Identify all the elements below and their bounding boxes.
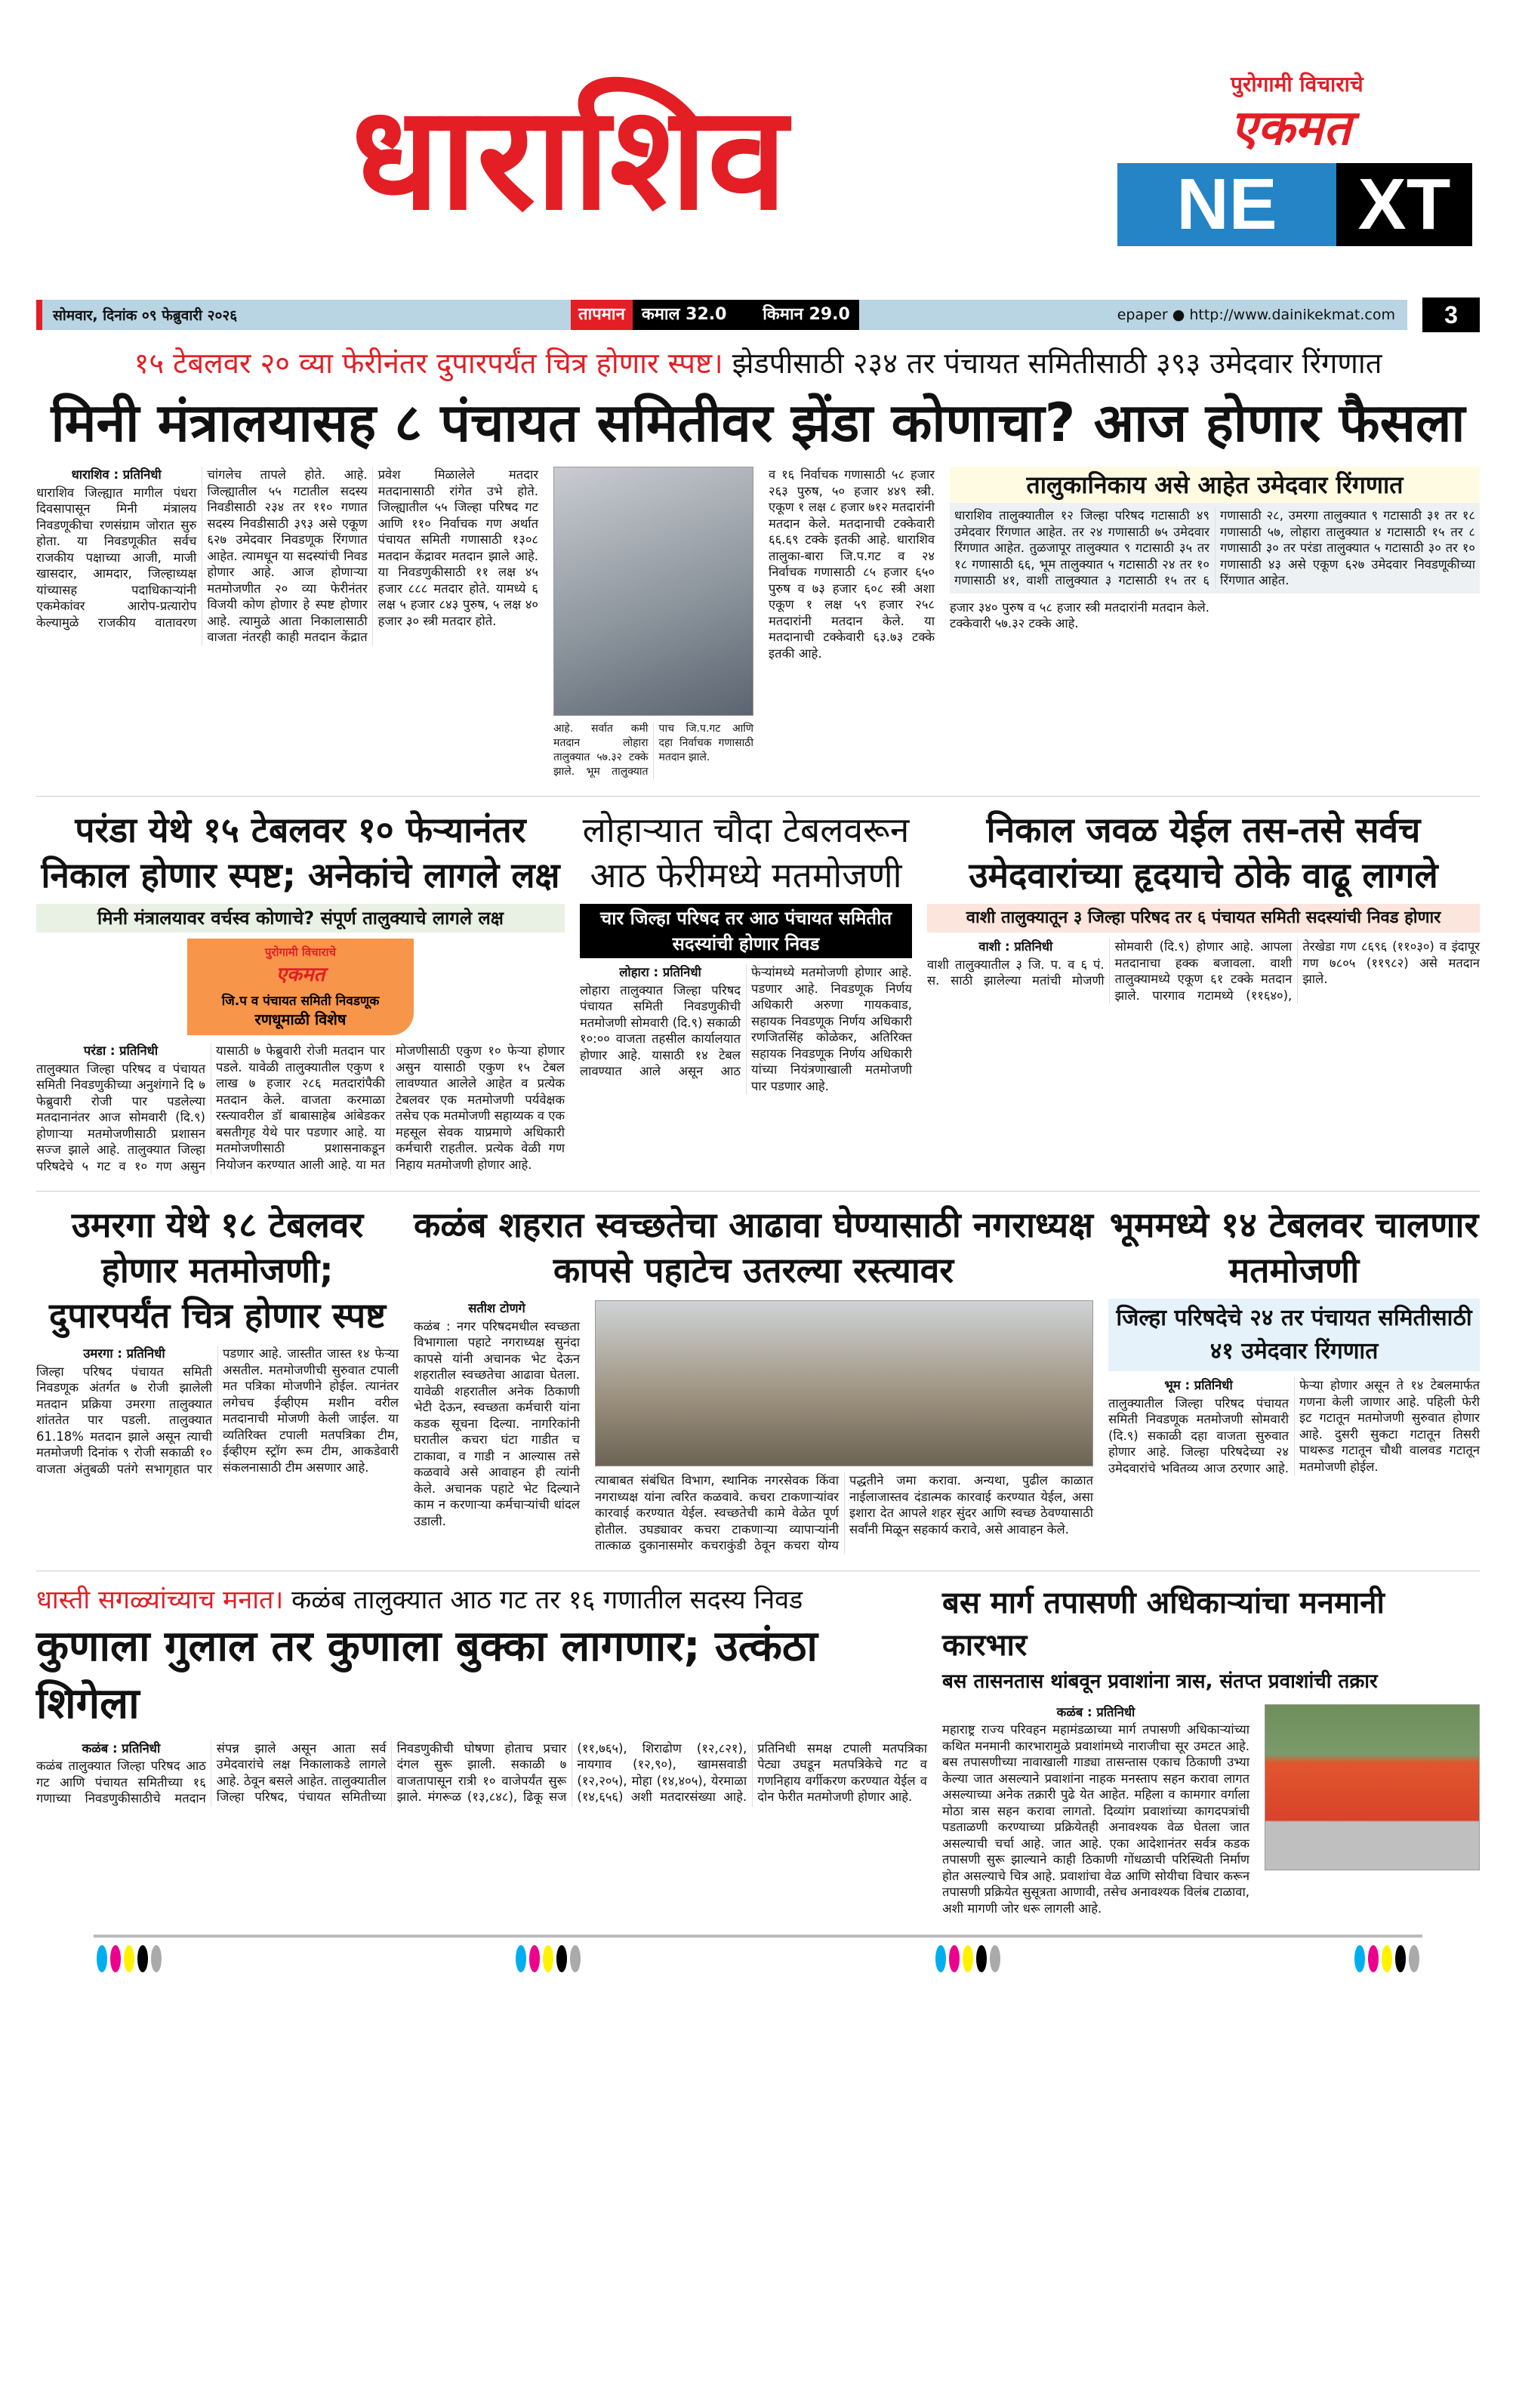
lead-photo-column bbox=[553, 467, 753, 779]
kalamb-body-continued: त्याबाबत संबंधित विभाग, स्थानिक नगरसेवक किंवा नगराध्यक्ष यांना त्वरित कळवावे. कचरा टाकणाऱ्यांवर कारवाई करण्यात येईल. स्वच्छतेची कामे वेळेत पूर्ण होतील. उघड्यावर कचरा टाकणाऱ्या व्यापाऱ्यांनी तात्काळ दुकानासमोर कचराकुंडी ठेवून कचरा योग्य पद्धतीने जमा करावा. अन्यथा, पुढील काळात नाईलाजास्तव दंडात्मक कारवाई करण्यात येईल, असा इशारा देत आपले शहर सुंदर आणि स्वच्छ ठेवण्यासाठी सर्वांनी मिळून सहकार्य करावे, असे आवाहन केले. bbox=[595, 1473, 1093, 1552]
masthead-title: धाराशिव bbox=[351, 75, 787, 242]
date-bar-main bbox=[36, 300, 1407, 330]
lead-kicker-red: १५ टेबलवर २० व्या फेरीनंतर दुपारपर्यंत चित्र होणार स्पष्ट। bbox=[134, 347, 723, 380]
lead-kicker-black: झेडपीसाठी २३४ तर पंचायत समितीसाठी ३९३ उमेदवार रिंगणात bbox=[723, 347, 1382, 380]
lead-body-continued: व १६ निर्वाचक गणासाठी ५८ हजार २६३ पुरुष, ५० हजार ४४९ स्त्री. एकूण १ लक्ष ८ हजार ७१२ मतदारांनी मतदान केले. मतदानाची टक्केवारी ६६.६९ टक्के इतकी आहे. धाराशिव तालुका-बारा जि.प.गट व २४ निर्वाचक गणासाठी ८५ हजार ६५० पुरुष व ७३ हजार ६०८ स्त्री अशा एकूण १ लक्ष ५९ हजार २५८ मतदारांनी मतदान केले. या मतदानाची टक्केवारी ६३.७३ टक्के इतकी आहे. bbox=[769, 467, 935, 661]
lohara-article bbox=[580, 807, 912, 1094]
temperature-box bbox=[633, 300, 859, 330]
banner-subtitle: रणधूमाळी विशेष bbox=[254, 1010, 347, 1028]
registration-row bbox=[36, 1945, 1480, 1972]
kalamb-taluka-kicker bbox=[36, 1582, 927, 1618]
bus-subheadline: बस तासनतास थांबवून प्रवाशांना त्रास, संतप्त प्रवाशांची तक्रार bbox=[942, 1670, 1378, 1693]
washi-headline: निकाल जवळ येईल तस-तसे सर्वच उमेदवारांच्या हृदयाचे ठोके वाढू लागले bbox=[969, 809, 1438, 896]
kalamb-body bbox=[414, 1300, 580, 1529]
lohara-body-text: लोहारा तालुक्यात जिल्हा परिषद पंचायत समिती निवडणुकीची मतमोजणी सोमवारी (दि.९) सकाळी १०:०० वाजता तहसील कार्यालयात होणार आहे. यासाठी १४ टेबल लावण्यात आले असून आठ फेऱ्यांमध्ये मतमोजणी होणार आहे. पडणार आहे. निवडणूक निर्णय अधिकारी अरुणा गायकवाड, सहायक निवडणूक निर्णय अधिकारी रणजितसिंह कोळेकर, अतिरिक्त सहायक निवडणूक निर्णय अधिकारी यांच्या नियंत्रणाखाली मतमोजणी पार पडणार आहे. bbox=[580, 965, 912, 1093]
page-number: 3 bbox=[1422, 298, 1480, 332]
registration-marks bbox=[1354, 1945, 1419, 1972]
lohara-strip: चार जिल्हा परिषद तर आठ पंचायत समितीत सदस्यांची होणार निवड bbox=[580, 904, 912, 958]
washi-byline: वाशी : प्रतिनिधी bbox=[978, 939, 1053, 954]
kalamb-taluka-kicker-black: कळंब तालुक्यात आठ गट तर १६ गणातील सदस्य निवड bbox=[283, 1584, 803, 1615]
logo-block bbox=[1117, 71, 1480, 246]
max-temperature: कमाल 32.0 bbox=[641, 305, 727, 324]
st-bus-photo bbox=[1265, 1704, 1480, 1870]
sidebox-body: धाराशिव तालुक्यातील १२ जिल्हा परिषद गटासाठी ४९ उमेदवार रिंगणात आहेत. तर २४ गणासाठी ७५ उमेदवार रिंगणात आहेत. तुळजापूर तालुक्यात ९ गटासाठी ३५ तर १८ गणासाठी ६६, भूम तालुक्यात ५ गटासाठी २४ तर १० गणासाठी ४१, वाशी तालुक्यात ३ गटासाठी १५ तर ६ गणासाठी २८, उमरगा तालुक्यात ९ गटासाठी ३१ तर १८ गणासाठी ५७, लोहारा तालुक्यात ४ गटासाठी १५ तर ८ गणासाठी ३० तर परंडा तालुक्यात ५ गटासाठी ३० तर १० गणासाठी ४३ असे एकूण ६२७ उमेदवार निवडणूकीच्या रिंगणात आहेत. bbox=[950, 503, 1480, 594]
row-two bbox=[36, 796, 1480, 1174]
bhum-article bbox=[1108, 1202, 1480, 1476]
paranda-strip: मिनी मंत्रालयावर वर्चस्व कोणाचे? संपूर्ण तालुक्याचे लागले लक्ष bbox=[36, 904, 565, 933]
banner-title: जि.प व पंचायत समिती निवडणूक bbox=[221, 994, 380, 1009]
bhum-headline: भूममध्ये १४ टेबलवर चालणार मतमोजणी bbox=[1109, 1204, 1479, 1290]
lead-article-body bbox=[36, 467, 538, 646]
bus-article bbox=[942, 1582, 1480, 1917]
next-logo-xt: XT bbox=[1336, 163, 1472, 246]
lead-byline: धाराशिव : प्रतिनिधी bbox=[71, 467, 162, 482]
lohara-body bbox=[580, 964, 912, 1094]
lead-row bbox=[36, 467, 1480, 779]
kalamb-taluka-kicker-red: धास्ती सगळ्यांच्याच मनात। bbox=[36, 1584, 284, 1615]
next-logo bbox=[1117, 163, 1472, 246]
footer-rule bbox=[94, 1935, 1422, 1938]
lead-kicker bbox=[36, 343, 1480, 384]
kalamb-right bbox=[595, 1300, 1093, 1554]
lohara-headline: लोहाऱ्यात चौदा टेबलवरून आठ फेरीमध्ये मतमोजणी bbox=[582, 809, 910, 896]
umarga-headline: उमरगा येथे १८ टेबलवर होणार मतमोजणी; दुपारपर्यंत चित्र होणार स्पष्ट bbox=[48, 1204, 387, 1336]
registration-marks bbox=[97, 1945, 162, 1972]
kalamb-headline: कळंब शहरात स्वच्छतेचा आढावा घेण्यासाठी नगराध्यक्ष कापसे पहाटेच उतरल्या रस्त्यावर bbox=[414, 1204, 1093, 1290]
lead-photo-text: आहे. सर्वात कमी मतदान लोहारा तालुक्यात ५७.३२ टक्के झाले. भूम तालुक्यात पाच जि.प.गट आणि दहा निर्वाचक गणासाठी मतदान झाले. bbox=[553, 723, 753, 778]
paranda-article bbox=[36, 807, 565, 1174]
footer bbox=[36, 1935, 1480, 1972]
lead-body-text: धाराशिव जिल्ह्यात मागील पंधरा दिवसापासून मिनी मंत्रालय निवडणूकीचा रणसंग्राम जोरात सुरु होता. या निवडणूकीत सर्वच राजकीय पक्षाच्या आजी, माजी खासदार, आमदार, जिल्हाध्यक्ष यांच्यासह पदाधिकाऱ्यांनी एकमेकांवर आरोप-प्रत्यारोप केल्यामुळे राजकीय वातावरण चांगलेच तापले होते. आहे. जिल्ह्यातील ५५ गटातील सदस्य निवडीसाठी २३४ तर ११० गणात सदस्य निवडीसाठी ३९३ असे एकूण ६२७ उमेदवार निवडणूक रिंगणात आहेत. त्यामधून या सदस्यांची निवड होणार आहे. आज होणाऱ्या मतमोजणीत २० व्या फेरीनंतर विजयी कोण होणार हे स्पष्ट होणार आहे. त्यामुळे आता निकालासाठी वाजता नंतरही काही मतदान केंद्रात प्रवेश मिळालेले मतदार मतदानासाठी रांगेत उभे होते. जिल्ह्यातील ५५ जिल्हा परिषद गट आणि ११० निर्वाचक गण अर्थात पंचायत समिती गणासाठी १३०८ मतदान केंद्रावर मतदान झाले आहे. या निवडणुकीसाठी ११ लक्ष ४५ हजार ८८८ मतदार होते. यामध्ये ६ लक्ष ५ हजार ८४३ पुरुष, ५ लक्ष ४० हजार ३० स्त्री मतदार होते. bbox=[36, 467, 538, 644]
banner-tagline: पुरोगामी विचाराचे bbox=[264, 945, 337, 959]
kalamb-taluka-byline: कळंब : प्रतिनिधी bbox=[82, 1740, 161, 1756]
bus-body-text: महाराष्ट्र राज्य परिवहन महामंडळाच्या मार्ग तपासणी अधिकाऱ्यांच्या कथित मनमानी कारभारामुळे प्रवाशांमध्ये नाराजीचा सूर उमटत आहे. बस तपासणीच्या नावाखाली गाड्या तासन्तास एकाच ठिकाणी उभ्या केल्या जात असल्याने प्रवाशांना नाहक मनस्ताप सहन करावा लागत असल्याच्या अनेक तक्रारी पुढे येत आहेत. महिला व कामगार वर्गाला मोठा त्रास सहन करावा लागतो. दिव्यांग प्रवाशांच्या कागदपत्रांची पडताळणी करण्याच्या प्रक्रियेतही अनावश्यक वेळ घेतला जात असल्याची चर्चा आहे. जात आहे. एका आदेशानंतर सर्वत्र कडक तपासणी सुरू झाल्याने काही ठिकाणी गोंधळाची परिस्थिती निर्माण होत असल्याचे चित्र आहे. प्रवाशांचा वेळ आणि सोयीचा विचार करून तपासणी प्रक्रियेत सुसूत्रता आणावी, तसेच अनावश्यक विलंब टाळावा, अशी मागणी जोर धरू लागली आहे. bbox=[942, 1722, 1249, 1916]
kalamb-author: सतीश टोणगे bbox=[468, 1301, 525, 1315]
bus-headline: बस मार्ग तपासणी अधिकाऱ्यांचा मनमानी कारभार bbox=[942, 1585, 1385, 1663]
cleanliness-inspection-photo bbox=[595, 1300, 1093, 1466]
lohara-byline: लोहारा : प्रतिनिधी bbox=[619, 965, 701, 979]
paranda-byline: परंडा : प्रतिनिधी bbox=[83, 1044, 159, 1058]
issue-date: सोमवार, दिनांक ०९ फेब्रुवारी २०२६ bbox=[53, 307, 238, 324]
brand-logo: एकमत bbox=[1231, 100, 1351, 156]
bhum-body-text: तालुक्यातील जिल्हा परिषद पंचायत समिती निवडणूक मतमोजणी सोमवारी (दि.९) सकाळी दहा वाजता सुरुवात होणार आहे. जिल्हा परिषदेच्या २४ उमेदवारांचे भवितव्य आज ठरणार आहे. फेऱ्या होणार असून ते १४ टेबलमार्फत गणना केली जाणार आहे. पहिली फेरी इट गटातून मतमोजणी सुरुवात होणार आहे. दुसरी सुकटा गटातून तिसरी पाथरूड गटातून चौथी वालवड गटातून मतमोजणी होईल. bbox=[1108, 1378, 1480, 1475]
kalamb-taluka-body-text: कळंब तालुक्यात जिल्हा परिषद आठ गट आणि पंचायत समितीच्या १६ गणाच्या निवडणुकीसाठीचे मतदान संपन्न झाले असून आता सर्व उमेदवारांचे लक्ष निकालाकडे लागले आहे. ठेवून बसले आहेत. तालुक्यातील जिल्हा परिषद, पंचायत समितीच्या निवडणुकीची घोषणा होताच प्रचार दंगल सुरू झाली. सकाळी ७ वाजतापासून रात्री १० वाजेपर्यंत सुरू झाले. मंगरूळ (१३,८४८), ढिकू सज (११,७६५), शिराढोण (१२,८२१), नायगाव (१२,९०), खामसवाडी (१२,२०५), मोहा (१४,४०५), येरमाळा (१४,६५६) अशी मतदारसंख्या आहे. प्रतिनिधी समक्ष टपाली मतपत्रिका पेट्या उघडून मतपत्रिकेचे गट व गणनिहाय वर्गीकरण करण्यात येईल व दोन फेरीत मतमोजणी होणार आहे. bbox=[36, 1740, 927, 1805]
next-logo-ne: NE bbox=[1117, 163, 1336, 246]
kalamb-article bbox=[414, 1202, 1093, 1554]
min-temperature: किमान 29.0 bbox=[763, 305, 850, 324]
sidebox-title: तालुकानिकाय असे आहेत उमेदवार रिंगणात bbox=[950, 467, 1480, 503]
election-special-banner bbox=[187, 939, 414, 1035]
kalamb-body-text: कळंब : नगर परिषदमधील स्वच्छता विभागाला पहाटे नगराध्यक्ष सुनंदा कापसे यांनी अचानक भेट देऊन शहरातील स्वच्छतेचा आढावा घेतला. यावेळी शहरातील अनेक ठिकाणी भेटी देऊन, स्वच्छता कर्मचारी यांना कडक सूचना दिल्या. नागरिकांनी घरातील कचरा घंटा गाडीत च टाकावा, व गाडी न आल्यास तसे कळवावे असे आवाहन ही त्यांनी केले. अचानक पहाटे भेट दिल्याने काम न करणाऱ्या कर्मचाऱ्यांची धांदल उडाली. bbox=[414, 1318, 580, 1528]
paranda-headline: परंडा येथे १५ टेबलवर १० फेऱ्यानंतर निकाल होणार स्पष्ट; अनेकांचे लागले लक्ष bbox=[41, 809, 560, 896]
washi-article bbox=[927, 807, 1480, 1004]
registration-marks bbox=[935, 1945, 1000, 1972]
washi-strip: वाशी तालुक्यातून ३ जिल्हा परिषद तर ६ पंचायत समिती सदस्यांची निवड होणार bbox=[927, 904, 1480, 933]
washi-body-text: वाशी तालुक्यातील ३ जि. प. व ६ पं. स. साठी झालेल्या मतांची मोजणी सोमवारी (दि.९) होणार आहे. आपला मतदानाचा हक्क बजावला. वाशी तालुक्यामध्ये एकूण ६१ टक्के मतदान झाले. पारगाव गटामध्ये (११६४०), तेरखेडा गण ८६९६ (११०३०) व इंदापूर गण ७८०५ (११९८२) असे मतदान झाले. bbox=[927, 939, 1480, 1003]
paranda-body bbox=[36, 1043, 565, 1174]
kalamb-taluka-article bbox=[36, 1582, 927, 1807]
umarga-article bbox=[36, 1202, 399, 1477]
banner-brand: एकमत bbox=[276, 964, 325, 986]
kalamb-taluka-headline: कुणाला गुलाल तर कुणाला बुक्का लागणार; उत्कंठा शिगेला bbox=[36, 1621, 818, 1728]
row-four bbox=[36, 1571, 1480, 1917]
umarga-byline: उमरगा : प्रतिनिधी bbox=[83, 1346, 165, 1361]
umarga-body-text: जिल्हा परिषद पंचायत समिती निवडणूक अंतर्गत ७ रोजी झालेली मतदान प्रक्रिया उमरगा तालुक्यात शांततेत पार पडली. तालुक्यात 61.18% मतदान झाले असून त्याची मतमोजणी दिनांक ९ रोजी सकाळी १० वाजता अंतुबळी पतंगे सभागृहात पार पडणार आहे. जास्तीत जास्त १४ फेऱ्या असतील. मतमोजणीची सुरुवात टपाली मत पत्रिका मोजणीने होईल. त्यानंतर लगेचच ईव्हीएम मशीन वरील मतदानाची मोजणी केली जाईल. या व्यतिरिक्त टपाली मतपत्रिका टीम, ईव्हीएम स्ट्रॉग रूम टीम, आकडेवारी संकलनासाठी टीम असणार आहे. bbox=[36, 1346, 399, 1476]
bus-body bbox=[942, 1704, 1249, 1917]
paranda-body-text: तालुक्यात जिल्हा परिषद व पंचायत समिती निवडणुकीच्या अनुशंगाने दि ७ फेब्रुवारी रोजी पार पडलेल्या मतदानानंतर आज सोमवारी (दि.९) होणाऱ्या मतमोजणीसाठी प्रशासन सज्ज झाले आहे. तालुक्यात जिल्हा परिषदेचे ५ गट व १० गण असुन यासाठी ७ फेब्रुवारी रोजी मतदान पार पडले. यावेळी तालुक्यातील एकुण १ लाख ७ हजार २८६ मतदारांपैकी मतदान केले. वाजता करमाळा रस्त्यावरील डॉ बाबासाहेब आंबेडकर बसतीगृह येथे पार पडणार आहे. या मतमोजणीसाठी प्रशासनाकडून नियोजन करण्यात आली आहे. या मत मोजणीसाठी एकुण १० फेऱ्या होणार असुन यासाठी एकुण १५ टेबल लावण्यात आलेले आहेत व प्रत्येक टेबलवर एक मतमोजणी पर्यवेक्षक तसेच एक मतमोजणी सहाय्यक व एक महसूल सेवक याप्रमाणे अधिकारी कर्मचारी राहतील. प्रत्येक वेळी गण निहाय मतमोजणी होणार आहे. bbox=[36, 1044, 565, 1173]
zp-building-photo bbox=[553, 467, 753, 716]
bhum-byline: भूम : प्रतिनिधी bbox=[1164, 1378, 1233, 1392]
lead-headline: मिनी मंत्रालयासह ८ पंचायत समितीवर झेंडा कोणाचा? आज होणार फैसला bbox=[51, 392, 1465, 454]
candidates-sidebox bbox=[950, 467, 1480, 632]
umarga-body bbox=[36, 1346, 399, 1477]
brand-tagline: पुरोगामी विचाराचे bbox=[1231, 72, 1363, 97]
registration-marks bbox=[516, 1945, 581, 1972]
washi-body bbox=[927, 939, 1480, 1004]
kalamb-row bbox=[414, 1300, 1093, 1554]
date-bar bbox=[36, 298, 1480, 332]
bus-row bbox=[942, 1704, 1480, 1917]
bhum-box: जिल्हा परिषदेचे २४ तर पंचायत समितीसाठी ४१ उमेदवार रिंगणात bbox=[1108, 1299, 1480, 1371]
bus-byline: कळंब : प्रतिनिधी bbox=[1056, 1704, 1135, 1719]
epaper-link[interactable]: epaper ● http://www.dainikekmat.com bbox=[1117, 307, 1395, 323]
temperature-label: तापमान bbox=[571, 300, 633, 330]
masthead bbox=[36, 30, 1480, 287]
row-three bbox=[36, 1191, 1480, 1554]
bhum-body bbox=[1108, 1377, 1480, 1476]
kalamb-taluka-body bbox=[36, 1740, 927, 1807]
sidebox-after: हजार ३४० पुरुष व ५८ हजार स्त्री मतदारांनी मतदान केले. टक्केवारी ५७.३२ टक्के आहे. bbox=[950, 600, 1209, 631]
